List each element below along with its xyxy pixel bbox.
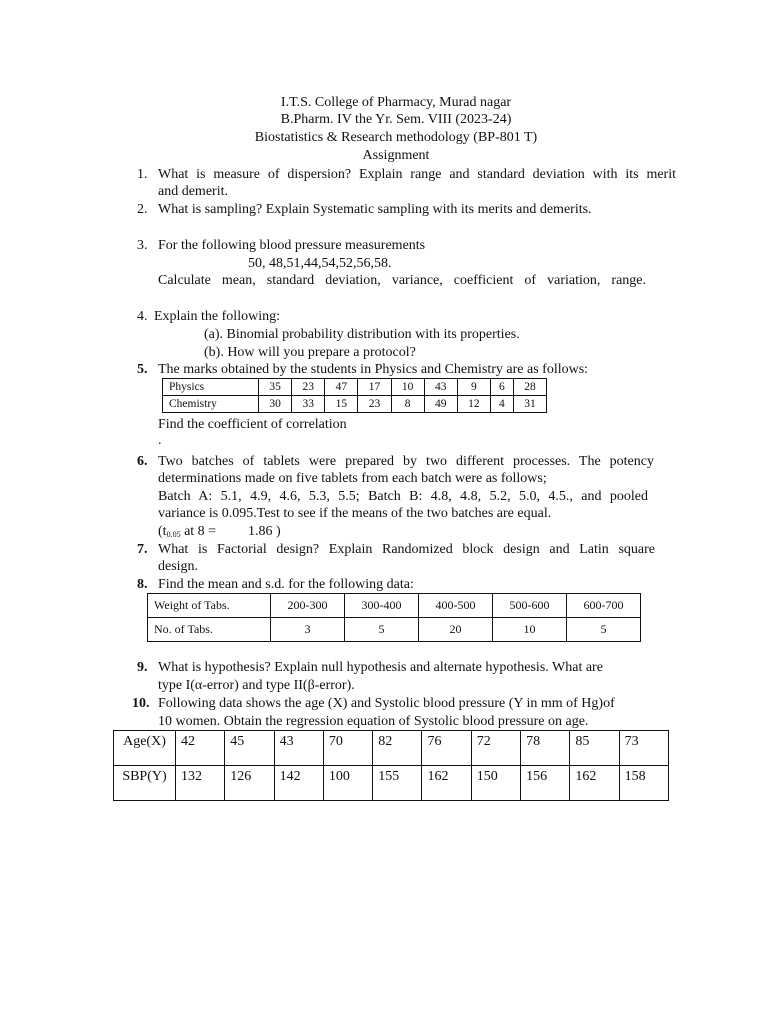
table-cell: 126 [225,766,274,801]
q10-number: 10. [132,696,150,711]
q6-line4: variance is 0.095.Test to see if the means of the two batches are equal. [158,506,552,521]
table-cell: 42 [176,731,225,766]
table-cell: 31 [513,396,546,413]
q8-line1: Find the mean and s.d. for the following data: [158,577,414,592]
table-row-label: No. of Tabs. [148,618,271,642]
table-cell: 100 [323,766,372,801]
q10-age-sbp-table [113,730,669,801]
q5-number: 5. [137,362,148,377]
table-row [163,396,547,413]
q4-line1: Explain the following: [154,309,280,324]
table-cell: 23 [358,396,391,413]
table-header: Weight of Tabs. [148,594,271,618]
program-line: B.Pharm. IV the Yr. Sem. VIII (2023-24) [280,112,512,127]
q6-line3: Batch A: 5.1, 4.9, 4.6, 5.3, 5.5; Batch B: 4.8, 4.8, 5.2, 5.0, 4.5., and pooled [158,489,648,504]
q3-line1: For the following blood pressure measurements [158,238,426,253]
table-row-label: Physics [163,379,259,396]
table-cell: 82 [373,731,422,766]
q7-number: 7. [137,542,148,557]
q9-line2: type I(α-error) and type II(β-error). [158,678,355,693]
q10-line2: 10 women. Obtain the regression equation of Systolic blood pressure on age. [158,714,589,729]
table-cell: 15 [325,396,358,413]
q3-number: 3. [137,238,148,253]
q6-t-subscript: 0.05 [166,530,181,539]
q2-number: 2. [137,202,148,217]
q5-marks-table [162,378,547,413]
q1-line2: and demerit. [158,184,228,199]
table-cell: 5 [567,618,641,642]
table-row [163,379,547,396]
table-cell: 12 [457,396,490,413]
table-cell: 162 [422,766,471,801]
table-cell: 76 [422,731,471,766]
page-title: Assignment [362,148,430,163]
table-cell: 78 [521,731,570,766]
table-cell: 70 [323,731,372,766]
table-cell: 3 [271,618,345,642]
college-name: I.T.S. College of Pharmacy, Murad nagar [280,95,512,110]
table-cell: 28 [513,379,546,396]
table-cell: 10 [493,618,567,642]
table-cell: 47 [325,379,358,396]
q1-line1: What is measure of dispersion? Explain range and standard deviation with its merit [158,167,676,182]
q3-line3: Calculate mean, standard deviation, variance, coefficient of variation, range. [158,273,646,288]
table-header: 200-300 [271,594,345,618]
q6-t-value: 1.86 ) [248,524,281,539]
table-row [114,766,669,801]
table-row-label: Age(X) [114,731,176,766]
table-cell: 45 [225,731,274,766]
q6-t-value-line [158,523,216,543]
q7-line2: design. [158,559,199,574]
table-row [114,731,669,766]
table-cell: 156 [521,766,570,801]
table-cell: 155 [373,766,422,801]
table-cell: 158 [619,766,668,801]
table-row-label: Chemistry [163,396,259,413]
table-header: 600-700 [567,594,641,618]
q2-line1: What is sampling? Explain Systematic sampling with its merits and demerits. [158,202,592,217]
q6-t-open: (t [158,524,167,539]
subject-line: Biostatistics & Research methodology (BP-801 T) [254,130,538,145]
table-cell: 142 [274,766,323,801]
q3-values: 50, 48,51,44,54,52,56,58. [248,256,392,271]
q6-line1: Two batches of tablets were prepared by two different processes. The potency [158,454,654,469]
table-cell: 20 [419,618,493,642]
table-row-label: SBP(Y) [114,766,176,801]
q6-t-rest: at 8 = [180,524,217,539]
q9-number: 9. [137,660,148,675]
table-cell: 6 [490,379,513,396]
table-cell: 150 [471,766,520,801]
table-cell: 4 [490,396,513,413]
table-header: 500-600 [493,594,567,618]
table-cell: 33 [292,396,325,413]
q6-number: 6. [137,454,148,469]
q4-part-b: (b). How will you prepare a protocol? [204,345,416,360]
table-cell: 43 [424,379,457,396]
q9-line1: What is hypothesis? Explain null hypothesis and alternate hypothesis. What are [158,660,603,675]
q5-dot: . [158,433,162,448]
q5-line2: Find the coefficient of correlation [158,417,347,432]
table-cell: 72 [471,731,520,766]
q10-line1: Following data shows the age (X) and Systolic blood pressure (Y in mm of Hg)of [158,696,615,711]
table-cell: 30 [259,396,292,413]
q6-line2: determinations made on five tablets from each batch were as follows; [158,471,547,486]
q4-number: 4. [137,309,148,324]
table-cell: 43 [274,731,323,766]
table-row [148,618,641,642]
table-cell: 9 [457,379,490,396]
table-cell: 49 [424,396,457,413]
q8-weight-table [147,593,641,642]
table-cell: 5 [345,618,419,642]
table-header: 400-500 [419,594,493,618]
table-cell: 23 [292,379,325,396]
table-cell: 132 [176,766,225,801]
table-cell: 162 [570,766,619,801]
table-cell: 73 [619,731,668,766]
table-cell: 85 [570,731,619,766]
table-cell: 35 [259,379,292,396]
table-header: 300-400 [345,594,419,618]
q5-line1: The marks obtained by the students in Physics and Chemistry are as follows: [158,362,589,377]
table-cell: 10 [391,379,424,396]
q8-number: 8. [137,577,148,592]
q4-part-a: (a). Binomial probability distribution with its properties. [204,327,520,342]
q1-number: 1. [137,167,148,182]
table-cell: 17 [358,379,391,396]
table-cell: 8 [391,396,424,413]
q7-line1: What is Factorial design? Explain Randomized block design and Latin square [158,542,655,557]
table-header-row [148,594,641,618]
